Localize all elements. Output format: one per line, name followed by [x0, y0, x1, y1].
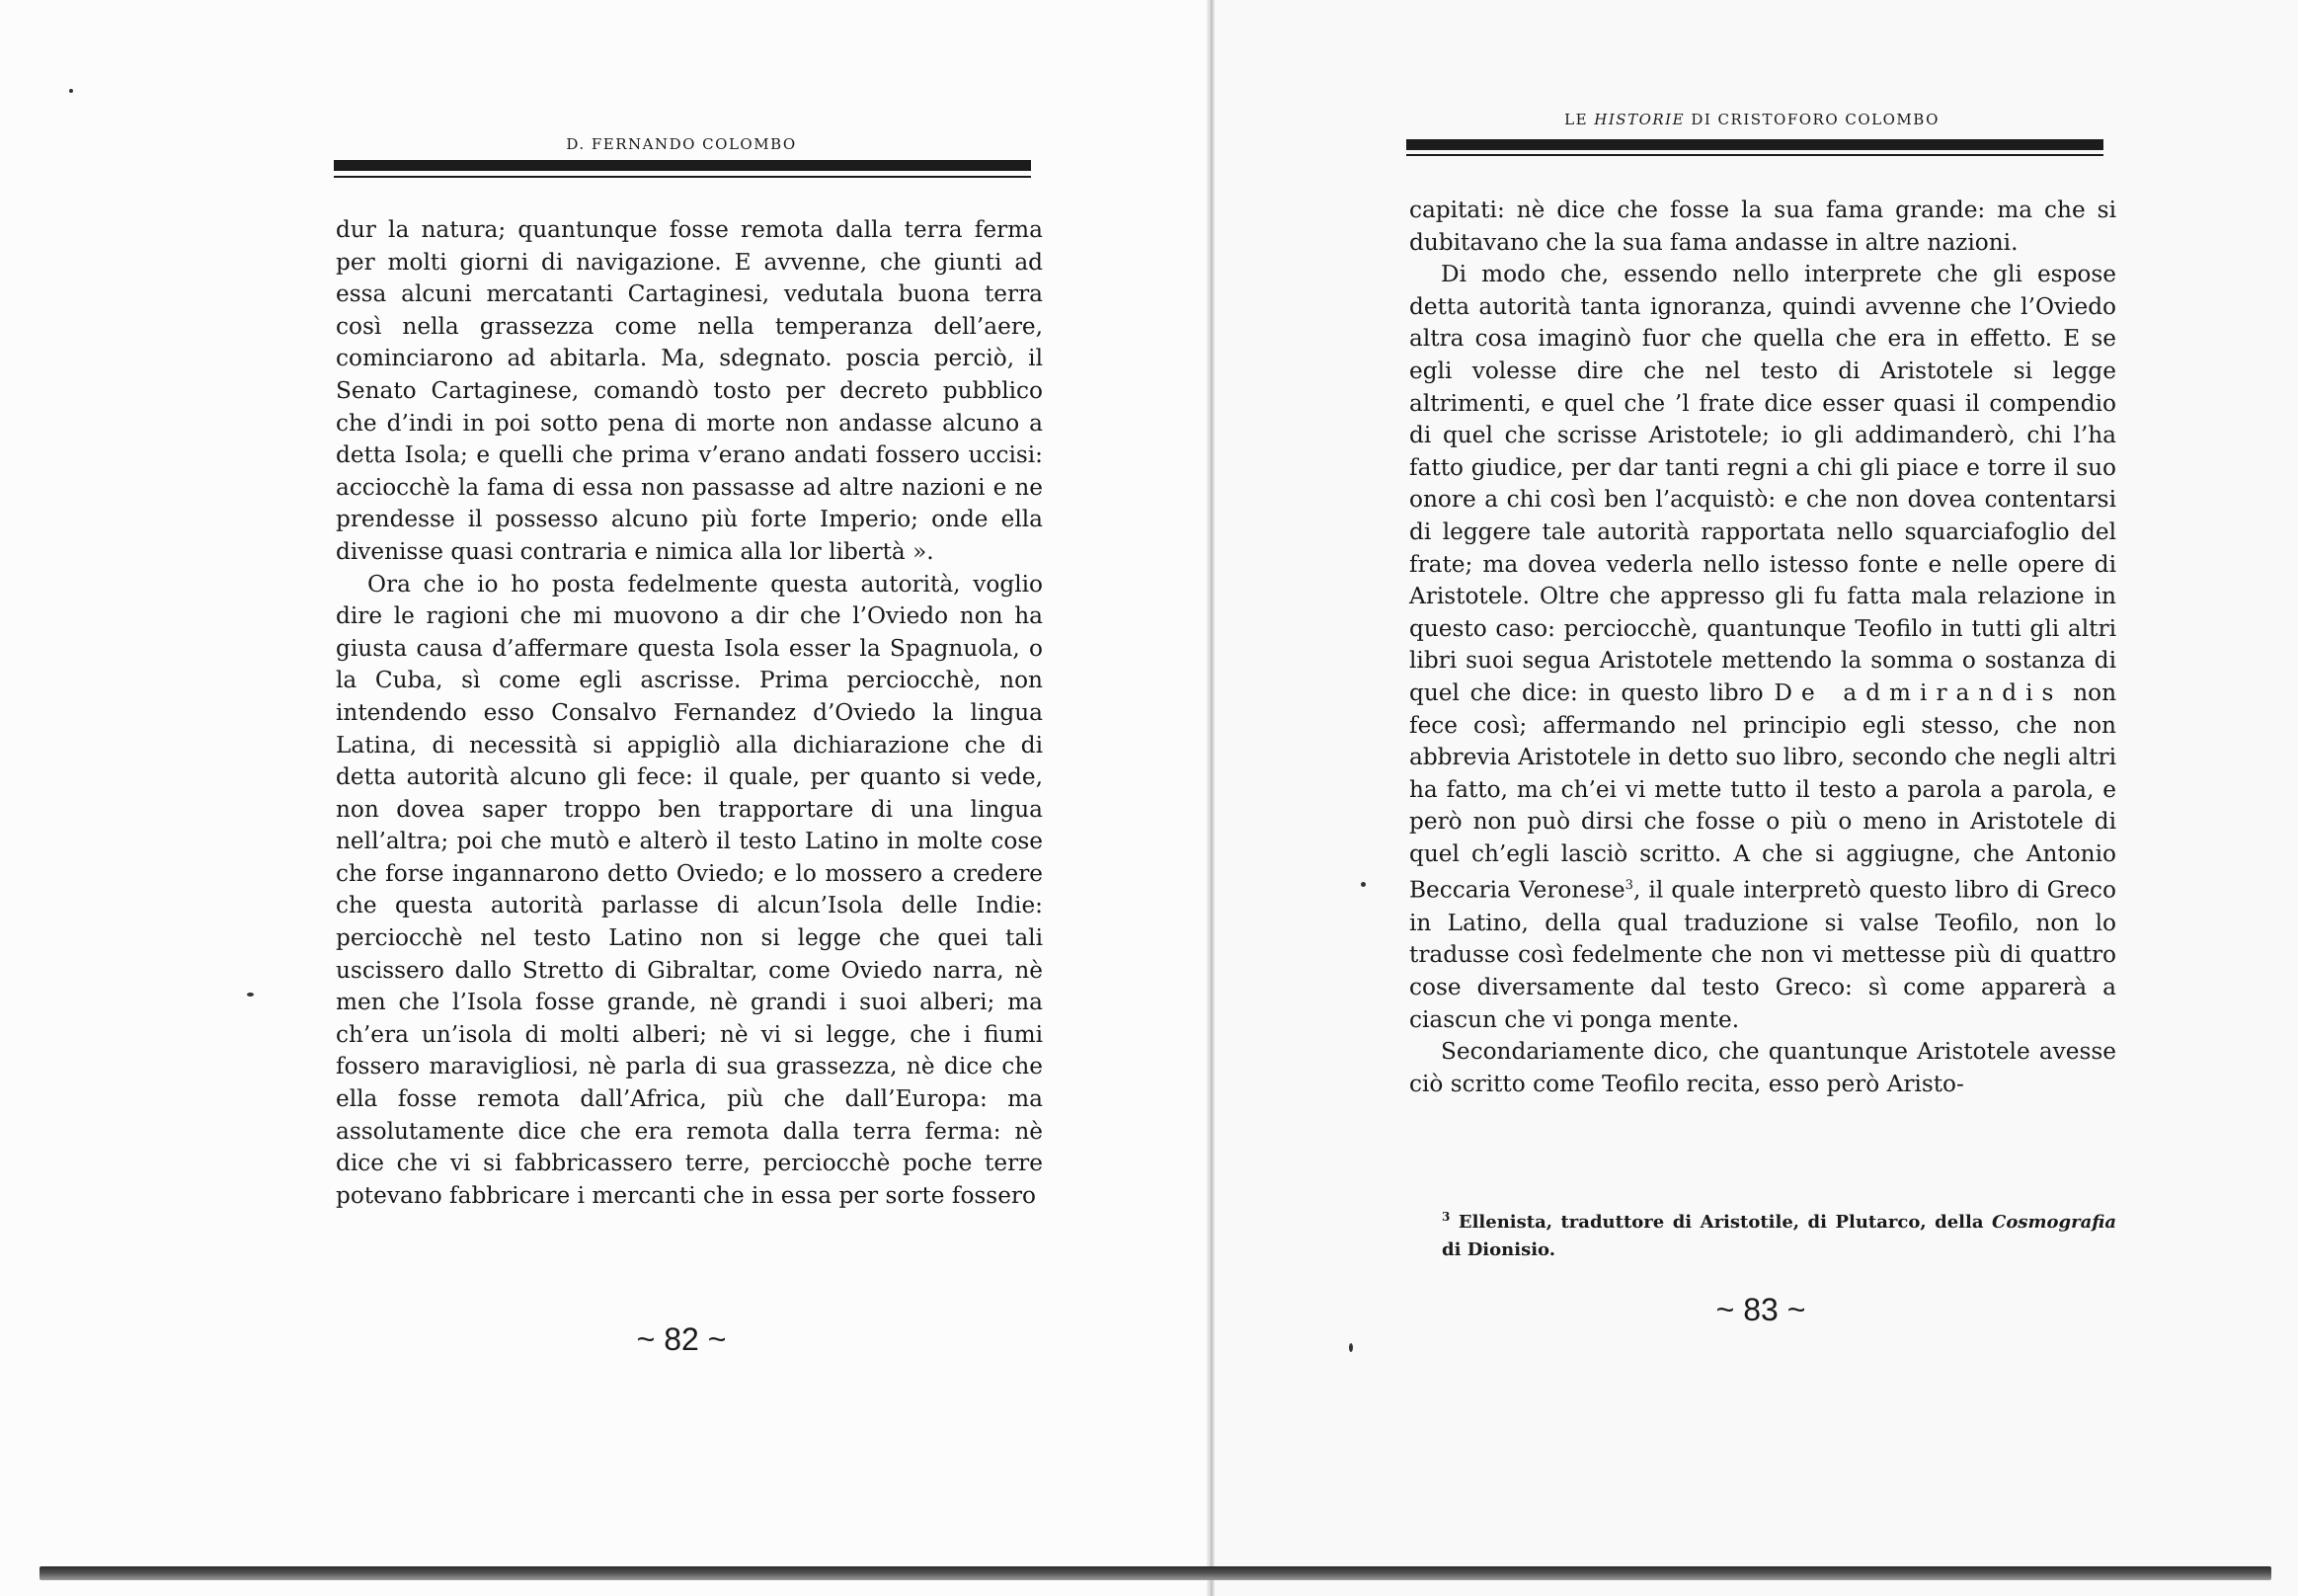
paragraph: Ora che io ho posta fedelmente questa autorità, voglio dire le ragioni che mi muovono a dir che l’Oviedo non ha giusta causa d’affermare questa Isola esser la Spagnuola, o la Cuba, sì come egli ascrisse. Prima perciocchè, non intendendo esso Consalvo Fernandez d’Oviedo la lingua Latina, di necessità si appigliò alla dichiarazione che di detta autorità alcuno gli fece: il quale, per quanto si vede, non dovea saper troppo ben trapportare di una lingua nell’altra; poi che mutò e alterò il testo Latino in molte cose che forse ingannarono detto Oviedo; e lo mossero a credere che questa autorità parlasse di alcun’Isola delle Indie: perciocchè nel testo Latino non si legge che quei tali uscissero dallo Stretto di Gibraltar, come Oviedo narra, nè men che l’Isola fosse grande, nè grandi i suoi alberi; ma ch’era un’isola di molti alberi; nè vi si legge, che i fiumi fossero maravigliosi, nè parla di sua grassezza, nè dice che ella fosse remota dall’Africa, più che dall’Europa: ma assolutamente dice che era remota dalla terra ferma: nè dice che vi si fabbricassero terre, perciocchè poche terre potevano fabbricare i mercanti che in essa per sorte fossero	[336, 570, 1043, 1209]
book-bottom-edge	[40, 1566, 2271, 1580]
header-title-italic: HISTORIE	[1594, 111, 1686, 128]
paragraph	[1409, 259, 2116, 1036]
footnote-text: Ellenista, traduttore di Aristotile, di Plutarco, della	[1450, 1212, 1992, 1233]
scan-speck	[247, 993, 254, 997]
header-text: LE	[1564, 111, 1595, 128]
paragraph: Secondariamente dico, che quantunque Aristotele avesse ciò scritto come Teofilo recita, esso però Aristo-	[1409, 1038, 2116, 1097]
text-run: , il quale interpretò questo libro di Greco in Latino, della qual traduzione si valse Teofilo, non lo tradusse così fedelmente che non vi mettesse più di quattro cose diversamente dal testo Greco: sì come apparerà a ciascun che vi ponga mente.	[1409, 877, 2116, 1033]
running-header-right	[1406, 111, 2098, 128]
footnote-number: 3	[1442, 1210, 1451, 1224]
page-number-left: ~ 82 ~	[636, 1321, 727, 1357]
paragraph: capitati: nè dice che fosse la sua fama grande: ma che si dubitavano che la sua fama andasse in altre nazioni.	[1409, 197, 2116, 256]
running-header-left: D. FERNANDO COLOMBO	[566, 135, 797, 153]
right-page	[1215, 0, 2298, 1596]
header-rule-thin	[1406, 154, 2103, 156]
page-number-right: ~ 83 ~	[1715, 1292, 1806, 1327]
book-gutter	[1207, 0, 1215, 1596]
scan-speck	[1349, 1343, 1353, 1352]
scan-speck	[1361, 882, 1366, 887]
footnote	[1442, 1203, 2116, 1264]
header-rule-thick	[334, 160, 1031, 171]
header-rule-thick	[1406, 139, 2103, 150]
right-page-body	[1409, 195, 2116, 1153]
header-text: DI CRISTOFORO COLOMBO	[1685, 111, 1940, 128]
footnote-text: di Dionisio.	[1442, 1239, 1555, 1260]
text-run: Di modo che, essendo nello interprete che gli espose detta autorità tanta ignoranza, quindi avvenne che l’Oviedo altra cosa imaginò fuor che quella che era in effetto. E se egli volesse dire che nel testo di Aristotele si legge altrimenti, e quel che ’l frate dice esser quasi il compendio di quel che scrisse Aristotele; io gli addimanderò, chi l’ha fatto giudice, per dar tanti regni a chi gli piace e torre il suo onore a chi così ben l’acquistò: e che non dovea contentarsi di leggere tale autorità rapportata nello squarciafoglio del frate; ma dovea vederla nello istesso fonte e nelle opere di Aristotele. Oltre che appresso gli fu fatta mala relazione in questo caso: perciocchè, quantunque Teofilo in tutti gli altri libri suoi segua Aristotele mettendo la somma o sostanza di quel che dice: in questo libro	[1409, 261, 2116, 706]
paragraph: dur la natura; quantunque fosse remota dalla terra ferma per molti giorni di navigazione. E avvenne, che giunti ad essa alcuni mercatanti Cartaginesi, vedutala buona terra così nella grassezza come nella temperanza dell’aere, cominciarono ad abitarla. Ma, sdegnato. poscia perciò, il Senato Cartaginese, comandò tosto per decreto pubblico che d’indi in poi sotto pena di morte non andasse alcuno a detta Isola; e quelli che prima v’erano andati fossero uccisi: acciocchè la fama di essa non passasse ad altre nazioni e ne prendesse il possesso alcuno più forte Imperio; onde ella divenisse quasi contraria e nimica alla lor libertà ».	[336, 216, 1043, 565]
left-page-body	[336, 214, 1043, 1291]
footnote-italic: Cosmografia	[1992, 1212, 2116, 1233]
book-title-spaced: De admirandis	[1774, 678, 2063, 706]
scan-speck	[69, 89, 73, 93]
footnote-marker[interactable]: 3	[1624, 878, 1633, 894]
text-run: non fece così; affermando nel principio egli stesso, che non abbrevia Aristotele in detto suo libro, secondo che negli altri ha fatto, ma ch’ei vi mette tutto il testo a parola a parola, e però non può dirsi che fosse o più o meno in Aristotele di quel ch’egli lasciò scritto. A che si aggiugne, che Antonio Beccaria Veronese	[1409, 678, 2117, 905]
header-rule-thin	[334, 176, 1031, 178]
